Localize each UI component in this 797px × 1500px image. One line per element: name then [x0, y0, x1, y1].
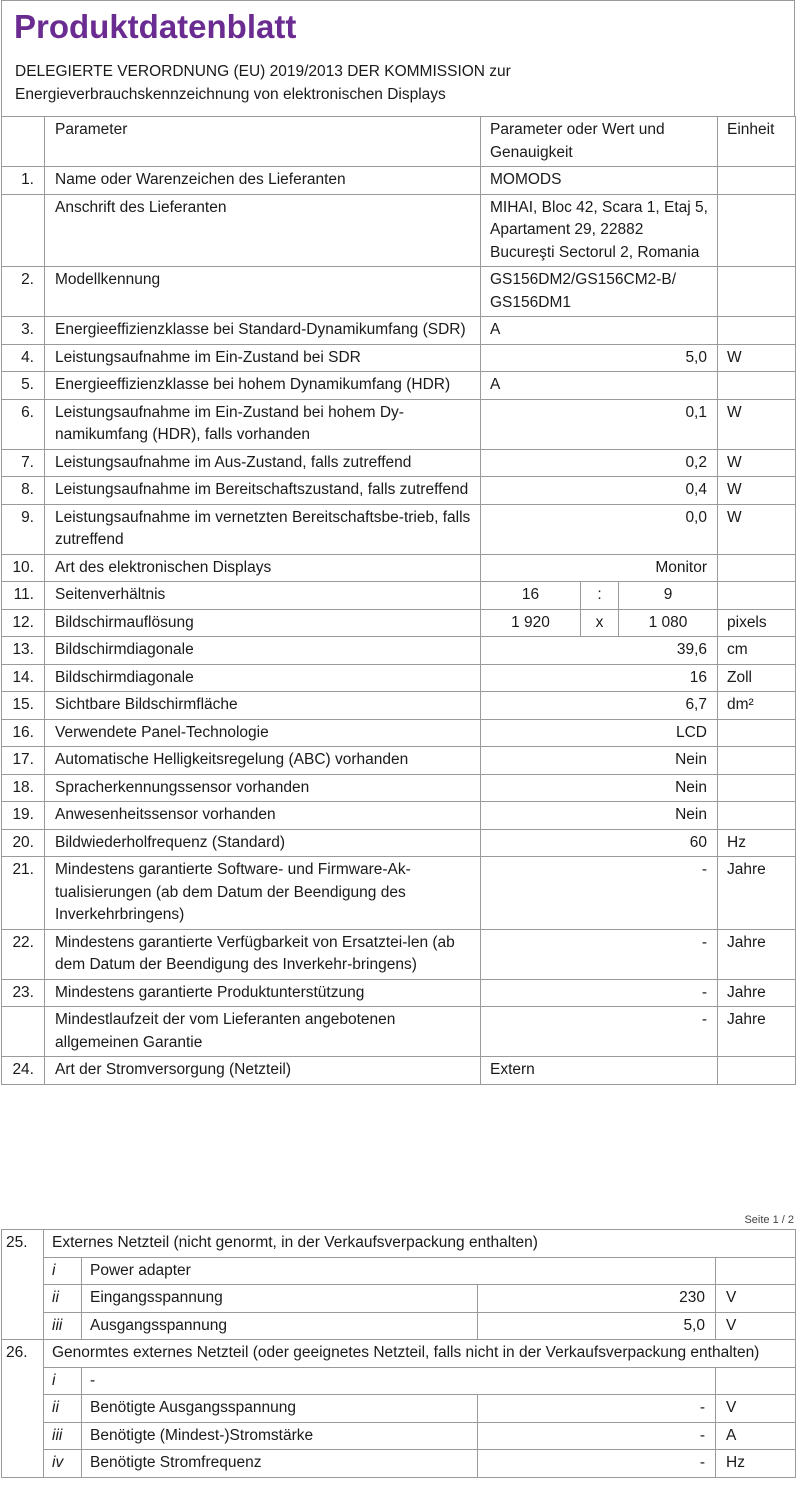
parameter-cell: Spracherkennungssensor vorhanden [45, 774, 481, 802]
row-number: 2. [2, 267, 45, 317]
row-number: 24. [2, 1057, 45, 1085]
value-cell: 0,2 [481, 449, 718, 477]
value-cell: 6,7 [481, 692, 718, 720]
parameter-cell: Leistungsaufnahme im vernetzten Bereitschaftsbe-trieb, falls zutreffend [45, 504, 481, 554]
row-number: 1. [2, 167, 45, 195]
table-row [2, 609, 796, 637]
unit-cell: A [716, 1422, 796, 1450]
parameter-cell: Mindestens garantierte Produktunterstützung [45, 979, 481, 1007]
unit-cell: pixels [718, 609, 796, 637]
unit-cell [718, 372, 796, 400]
row-number: 15. [2, 692, 45, 720]
row-label: - [82, 1367, 716, 1395]
value-cell: - [478, 1395, 716, 1423]
value-cell: 230 [478, 1285, 716, 1313]
table-row [2, 929, 796, 979]
value-cell: 0,4 [481, 477, 718, 505]
table-row [2, 1395, 796, 1423]
parameter-cell: Automatische Helligkeitsregelung (ABC) vorhanden [45, 747, 481, 775]
table-row [2, 317, 796, 345]
section-title: Genormtes externes Netzteil (oder geeignetes Netzteil, falls nicht in der Verkaufsverpackung enthalten) [44, 1340, 796, 1368]
value-b-cell: 9 [619, 582, 718, 610]
row-label: Ausgangsspannung [82, 1312, 478, 1340]
row-number: 11. [2, 582, 45, 610]
row-number [2, 194, 45, 267]
parameter-cell: Leistungsaufnahme im Aus-Zustand, falls zutreffend [45, 449, 481, 477]
parameter-table [1, 116, 796, 1085]
parameter-cell: Mindestlaufzeit der vom Lieferanten angebotenen allgemeinen Garantie [45, 1007, 481, 1057]
parameter-cell: Bildschirmdiagonale [45, 664, 481, 692]
unit-cell: Hz [716, 1450, 796, 1478]
value-cell: Monitor [481, 554, 718, 582]
parameter-cell: Bildschirmdiagonale [45, 637, 481, 665]
row-number: 10. [2, 554, 45, 582]
value-cell: LCD [481, 719, 718, 747]
table-row [2, 477, 796, 505]
table-row [2, 857, 796, 930]
roman-numeral: ii [44, 1395, 82, 1423]
unit-cell: Jahre [718, 979, 796, 1007]
table-row [2, 449, 796, 477]
unit-cell [718, 719, 796, 747]
row-number: 23. [2, 979, 45, 1007]
roman-numeral: ii [44, 1285, 82, 1313]
section-number: 26. [2, 1340, 44, 1478]
row-number [2, 1007, 45, 1057]
row-label: Benötigte Ausgangsspannung [82, 1395, 478, 1423]
value-cell: 0,0 [481, 504, 718, 554]
parameter-cell: Leistungsaufnahme im Ein-Zustand bei SDR [45, 344, 481, 372]
roman-numeral: iii [44, 1312, 82, 1340]
parameter-cell: Bildwiederholfrequenz (Standard) [45, 829, 481, 857]
value-b-cell: 1 080 [619, 609, 718, 637]
unit-cell: V [716, 1395, 796, 1423]
unit-cell: dm² [718, 692, 796, 720]
row-number: 14. [2, 664, 45, 692]
table-row [2, 582, 796, 610]
table-row [2, 344, 796, 372]
parameter-cell: Anschrift des Lieferanten [45, 194, 481, 267]
value-cell: 0,1 [481, 399, 718, 449]
value-cell: Nein [481, 747, 718, 775]
row-number: 6. [2, 399, 45, 449]
parameter-cell: Sichtbare Bildschirmfläche [45, 692, 481, 720]
table-row [2, 1422, 796, 1450]
row-label: Benötigte Stromfrequenz [82, 1450, 478, 1478]
row-number: 4. [2, 344, 45, 372]
row-number: 5. [2, 372, 45, 400]
power-supply-table [1, 1229, 796, 1478]
table-row [2, 747, 796, 775]
unit-cell [718, 194, 796, 267]
page-title: Produktdatenblatt [14, 8, 297, 45]
unit-cell [718, 774, 796, 802]
value-cell: 5,0 [481, 344, 718, 372]
table-row [2, 1367, 796, 1395]
header-num [2, 117, 45, 167]
section-header-row [2, 1340, 796, 1368]
table-row [2, 802, 796, 830]
unit-cell [718, 582, 796, 610]
roman-numeral: i [44, 1257, 82, 1285]
header-unit: Einheit [718, 117, 796, 167]
row-number: 8. [2, 477, 45, 505]
table-row [2, 692, 796, 720]
roman-numeral: iii [44, 1422, 82, 1450]
unit-cell: W [718, 344, 796, 372]
row-label: Power adapter [82, 1257, 716, 1285]
value-a-cell: 16 [481, 582, 581, 610]
row-number: 18. [2, 774, 45, 802]
table-row [2, 399, 796, 449]
value-cell: - [478, 1422, 716, 1450]
table-row [2, 194, 796, 267]
parameter-cell: Art des elektronischen Displays [45, 554, 481, 582]
roman-numeral: i [44, 1367, 82, 1395]
parameter-cell: Anwesenheitssensor vorhanden [45, 802, 481, 830]
unit-cell: Jahre [718, 929, 796, 979]
table-row [2, 504, 796, 554]
section-title: Externes Netzteil (nicht genormt, in der Verkaufsverpackung enthalten) [44, 1230, 796, 1258]
unit-cell: W [718, 504, 796, 554]
value-cell: GS156DM2/GS156CM2-B/ GS156DM1 [481, 267, 718, 317]
unit-cell: W [718, 477, 796, 505]
value-cell: MOMODS [481, 167, 718, 195]
unit-cell [718, 554, 796, 582]
row-number: 9. [2, 504, 45, 554]
parameter-cell: Name oder Warenzeichen des Lieferanten [45, 167, 481, 195]
row-number: 12. [2, 609, 45, 637]
value-cell: - [478, 1450, 716, 1478]
value-cell: 16 [481, 664, 718, 692]
value-cell: Extern [481, 1057, 718, 1085]
unit-cell: Zoll [718, 664, 796, 692]
row-number: 16. [2, 719, 45, 747]
table-row [2, 1007, 796, 1057]
unit-cell [718, 317, 796, 345]
value-cell: Nein [481, 774, 718, 802]
roman-numeral: iv [44, 1450, 82, 1478]
table-row [2, 1450, 796, 1478]
parameter-cell: Energieeffizienzklasse bei Standard-Dynamikumfang (SDR) [45, 317, 481, 345]
parameter-cell: Mindestens garantierte Verfügbarkeit von Ersatztei-len (ab dem Datum der Beendigung des Inverkehr-bringens) [45, 929, 481, 979]
unit-cell [718, 267, 796, 317]
parameter-cell: Leistungsaufnahme im Ein-Zustand bei hohem Dy-namikumfang (HDR), falls vorhanden [45, 399, 481, 449]
header-box [1, 0, 795, 116]
unit-cell [716, 1257, 796, 1285]
row-number: 3. [2, 317, 45, 345]
parameter-cell: Leistungsaufnahme im Bereitschaftszustand, falls zutreffend [45, 477, 481, 505]
unit-cell: Jahre [718, 857, 796, 930]
value-cell: Nein [481, 802, 718, 830]
row-label: Eingangsspannung [82, 1285, 478, 1313]
value-cell: A [481, 372, 718, 400]
table-row [2, 979, 796, 1007]
table-row [2, 774, 796, 802]
unit-cell [718, 747, 796, 775]
table-row [2, 719, 796, 747]
value-cell: 60 [481, 829, 718, 857]
table-row [2, 267, 796, 317]
row-number: 20. [2, 829, 45, 857]
unit-cell: Hz [718, 829, 796, 857]
subtitle-line-1: DELEGIERTE VERORDNUNG (EU) 2019/2013 DER KOMMISSION zur [15, 63, 511, 80]
value-cell: A [481, 317, 718, 345]
regulation-subtitle [15, 61, 775, 106]
unit-cell: Jahre [718, 1007, 796, 1057]
row-number: 22. [2, 929, 45, 979]
row-number: 19. [2, 802, 45, 830]
unit-cell: V [716, 1285, 796, 1313]
row-number: 21. [2, 857, 45, 930]
unit-cell [718, 167, 796, 195]
unit-cell: V [716, 1312, 796, 1340]
parameter-cell: Energieeffizienzklasse bei hohem Dynamikumfang (HDR) [45, 372, 481, 400]
table-row [2, 1312, 796, 1340]
unit-cell [718, 1057, 796, 1085]
parameter-cell: Modellkennung [45, 267, 481, 317]
value-cell: - [481, 1007, 718, 1057]
parameter-cell: Mindestens garantierte Software- und Firmware-Ak-tualisierungen (ab dem Datum der Beendigung des Inverkehrbringens) [45, 857, 481, 930]
table-row [2, 1257, 796, 1285]
table-row [2, 1285, 796, 1313]
table-row [2, 829, 796, 857]
value-separator-cell: x [581, 609, 619, 637]
row-number: 17. [2, 747, 45, 775]
unit-cell [716, 1367, 796, 1395]
table-row [2, 637, 796, 665]
unit-cell: cm [718, 637, 796, 665]
table-row [2, 1057, 796, 1085]
unit-cell: W [718, 399, 796, 449]
table-row [2, 554, 796, 582]
parameter-cell: Bildschirmauflösung [45, 609, 481, 637]
unit-cell [718, 802, 796, 830]
value-a-cell: 1 920 [481, 609, 581, 637]
row-number: 7. [2, 449, 45, 477]
table-row [2, 167, 796, 195]
value-cell: MIHAI, Bloc 42, Scara 1, Etaj 5, Apartament 29, 22882 Bucureşti Sectorul 2, Romania [481, 194, 718, 267]
parameter-cell: Art der Stromversorgung (Netzteil) [45, 1057, 481, 1085]
row-label: Benötigte (Mindest-)Stromstärke [82, 1422, 478, 1450]
value-cell: - [481, 857, 718, 930]
section-number: 25. [2, 1230, 44, 1340]
header-value: Parameter oder Wert und Genauigkeit [481, 117, 718, 167]
value-cell: 39,6 [481, 637, 718, 665]
row-number: 13. [2, 637, 45, 665]
value-cell: - [481, 929, 718, 979]
value-cell: 5,0 [478, 1312, 716, 1340]
parameter-cell: Verwendete Panel-Technologie [45, 719, 481, 747]
section-header-row [2, 1230, 796, 1258]
header-parameter: Parameter [45, 117, 481, 167]
parameter-cell: Seitenverhältnis [45, 582, 481, 610]
subtitle-line-2: Energieverbrauchskennzeichnung von elektronischen Displays [15, 85, 446, 103]
table-row [2, 372, 796, 400]
value-separator-cell: : [581, 582, 619, 610]
table-header-row [2, 117, 796, 167]
unit-cell: W [718, 449, 796, 477]
value-cell: - [481, 979, 718, 1007]
table-row [2, 664, 796, 692]
page-number: Seite 1 / 2 [744, 1214, 794, 1226]
